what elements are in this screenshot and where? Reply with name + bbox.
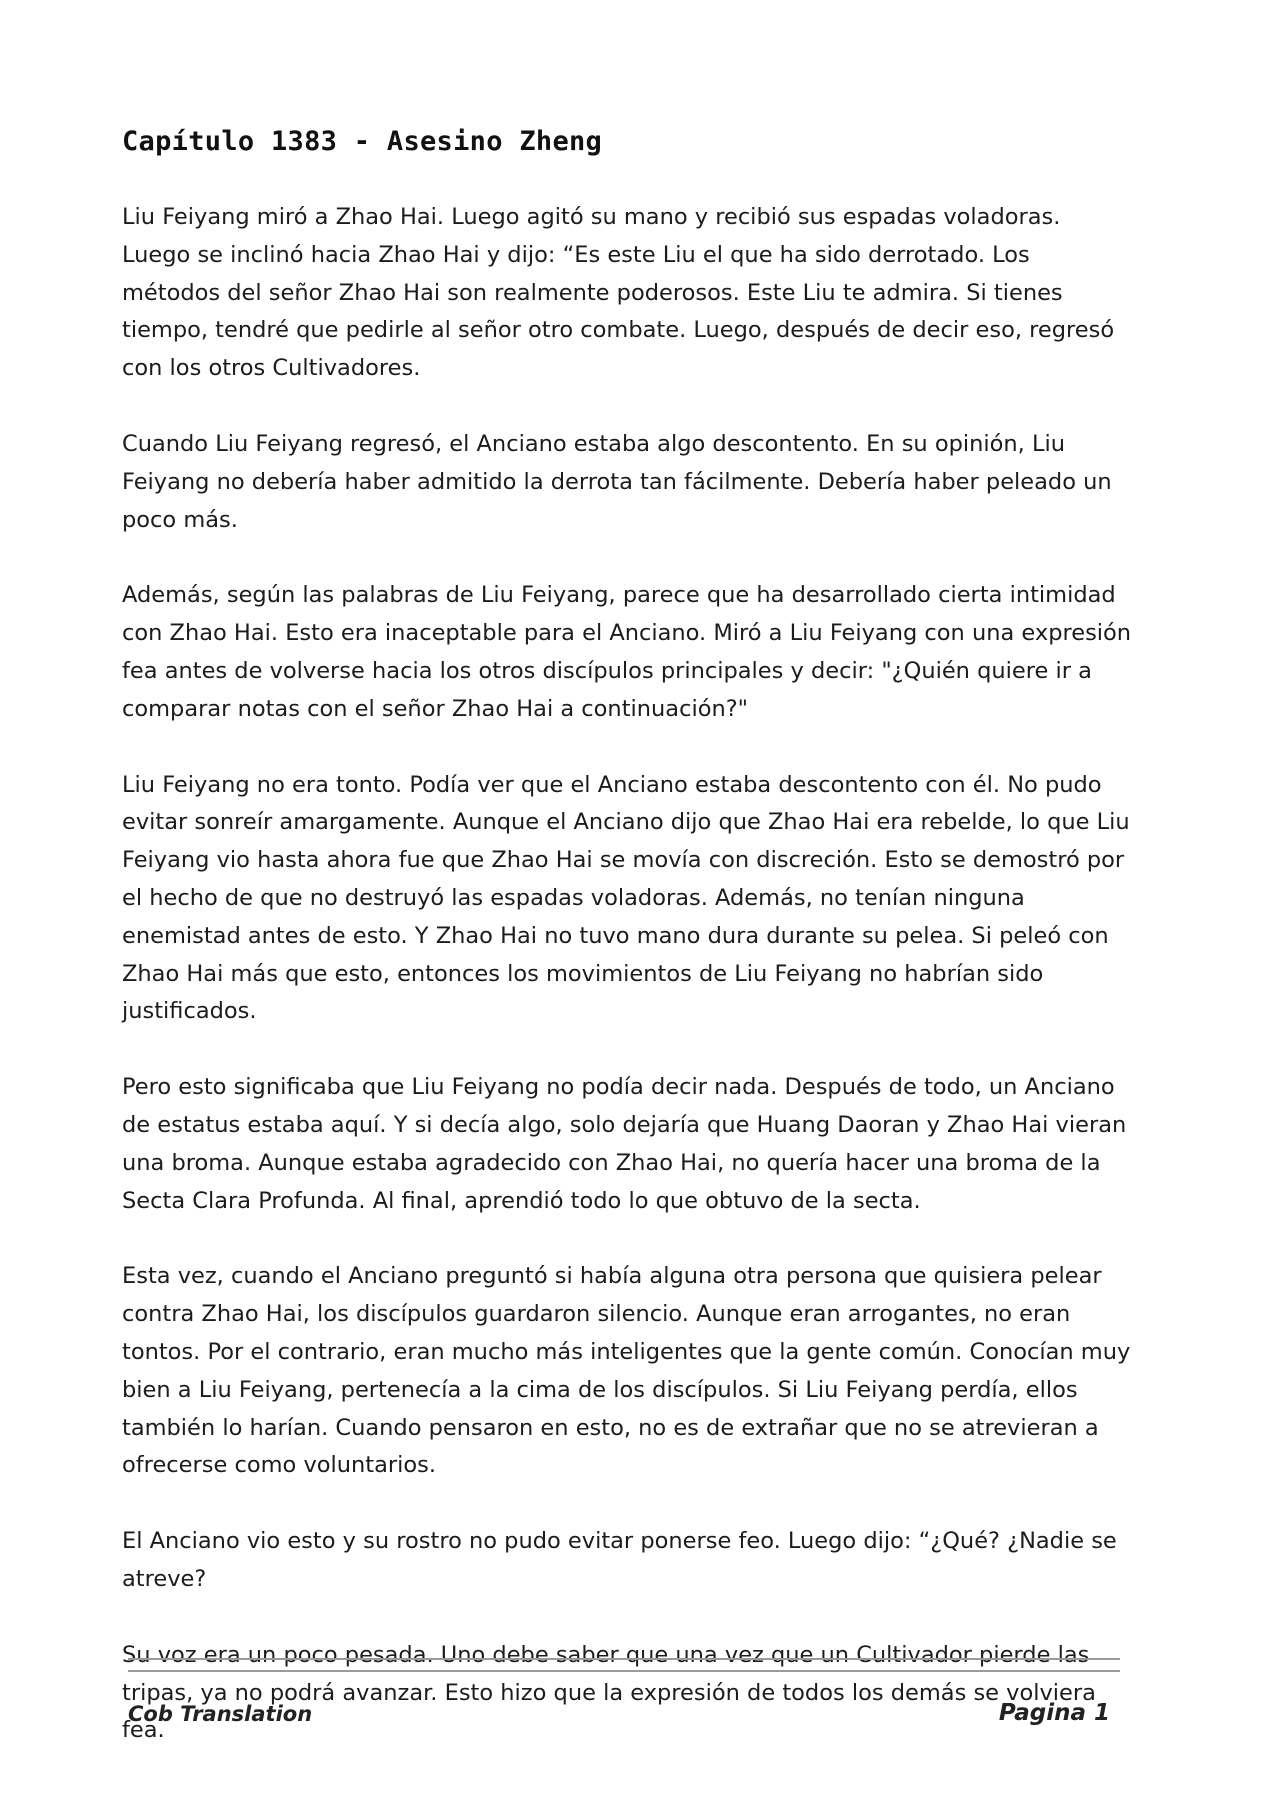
paragraph-3: Además, según las palabras de Liu Feiyang, parece que ha desarrollado cierta intimidad con Zhao Hai. Esto era inaceptable para el Anciano. Miró a Liu Feiyang con una expresión fea antes de volverse hacia los otros discípulos principales y decir: "¿Quién quiere ir a comparar notas con el señor Zhao Hai a continuación?" — [122, 582, 1132, 722]
footer-divider-top — [128, 1658, 1120, 1660]
footer-page-number: Pagina 1 — [998, 1700, 1110, 1726]
paragraph-8: Su voz era un poco pesada. Uno debe saber que una vez que un Cultivador pierde las tripas, ya no podrá avanzar. Esto hizo que la expresión de todos los demás se volviera fea. — [122, 1641, 1096, 1744]
paragraph-6: Esta vez, cuando el Anciano preguntó si había alguna otra persona que quisiera pelear contra Zhao Hai, los discípulos guardaron silencio. Aunque eran arrogantes, no eran tontos. Por el contrario, eran mucho más inteligentes que la gente común. Conocían muy bien a Liu Feiyang, pertenecía a la cima de los discípulos. Si Liu Feiyang perdía, ellos también lo harían. Cuando pensaron en esto, no es de extrañar que no se atrevieran a ofrecerse como voluntarios. — [122, 1263, 1131, 1479]
footer-translator-credit: Cob Translation — [128, 1702, 313, 1726]
paragraph-2: Cuando Liu Feiyang regresó, el Anciano estaba algo descontento. En su opinión, Liu Feiyang no debería haber admitido la derrota tan fácilmente. Debería haber peleado un poco más. — [122, 430, 1112, 533]
footer-divider-bottom — [128, 1670, 1120, 1672]
paragraph-4: Liu Feiyang no era tonto. Podía ver que el Anciano estaba descontento con él. No pudo evitar sonreír amargamente. Aunque el Anciano dijo que Zhao Hai era rebelde, lo que Liu Feiyang vio hasta ahora fue que Zhao Hai se movía con discreción. Esto se demostró por el hecho de que no destruyó las espadas voladoras. Además, no tenían ninguna enemistad antes de esto. Y Zhao Hai no tuvo mano dura durante su pelea. Si peleó con Zhao Hai más que esto, entonces los movimientos de Liu Feiyang no habrían sido justificados. — [122, 771, 1130, 1025]
chapter-body — [122, 199, 1132, 1788]
chapter-title: Capítulo 1383 - Asesino Zheng — [122, 126, 603, 157]
paragraph-7: El Anciano vio esto y su rostro no pudo evitar ponerse feo. Luego dijo: “¿Qué? ¿Nadie se atreve? — [122, 1528, 1117, 1592]
paragraph-5: Pero esto significaba que Liu Feiyang no podía decir nada. Después de todo, un Anciano de estatus estaba aquí. Y si decía algo, solo dejaría que Huang Daoran y Zhao Hai vieran una broma. Aunque estaba agradecido con Zhao Hai, no quería hacer una broma de la Secta Clara Profunda. Al final, aprendió todo lo que obtuvo de la secta. — [122, 1074, 1127, 1214]
paragraph-1: Liu Feiyang miró a Zhao Hai. Luego agitó su mano y recibió sus espadas voladoras. Luego se inclinó hacia Zhao Hai y dijo: “Es este Liu el que ha sido derrotado. Los métodos del señor Zhao Hai son realmente poderosos. Este Liu te admira. Si tienes tiempo, tendré que pedirle al señor otro combate. Luego, después de decir eso, regresó con los otros Cultivadores. — [122, 204, 1115, 382]
